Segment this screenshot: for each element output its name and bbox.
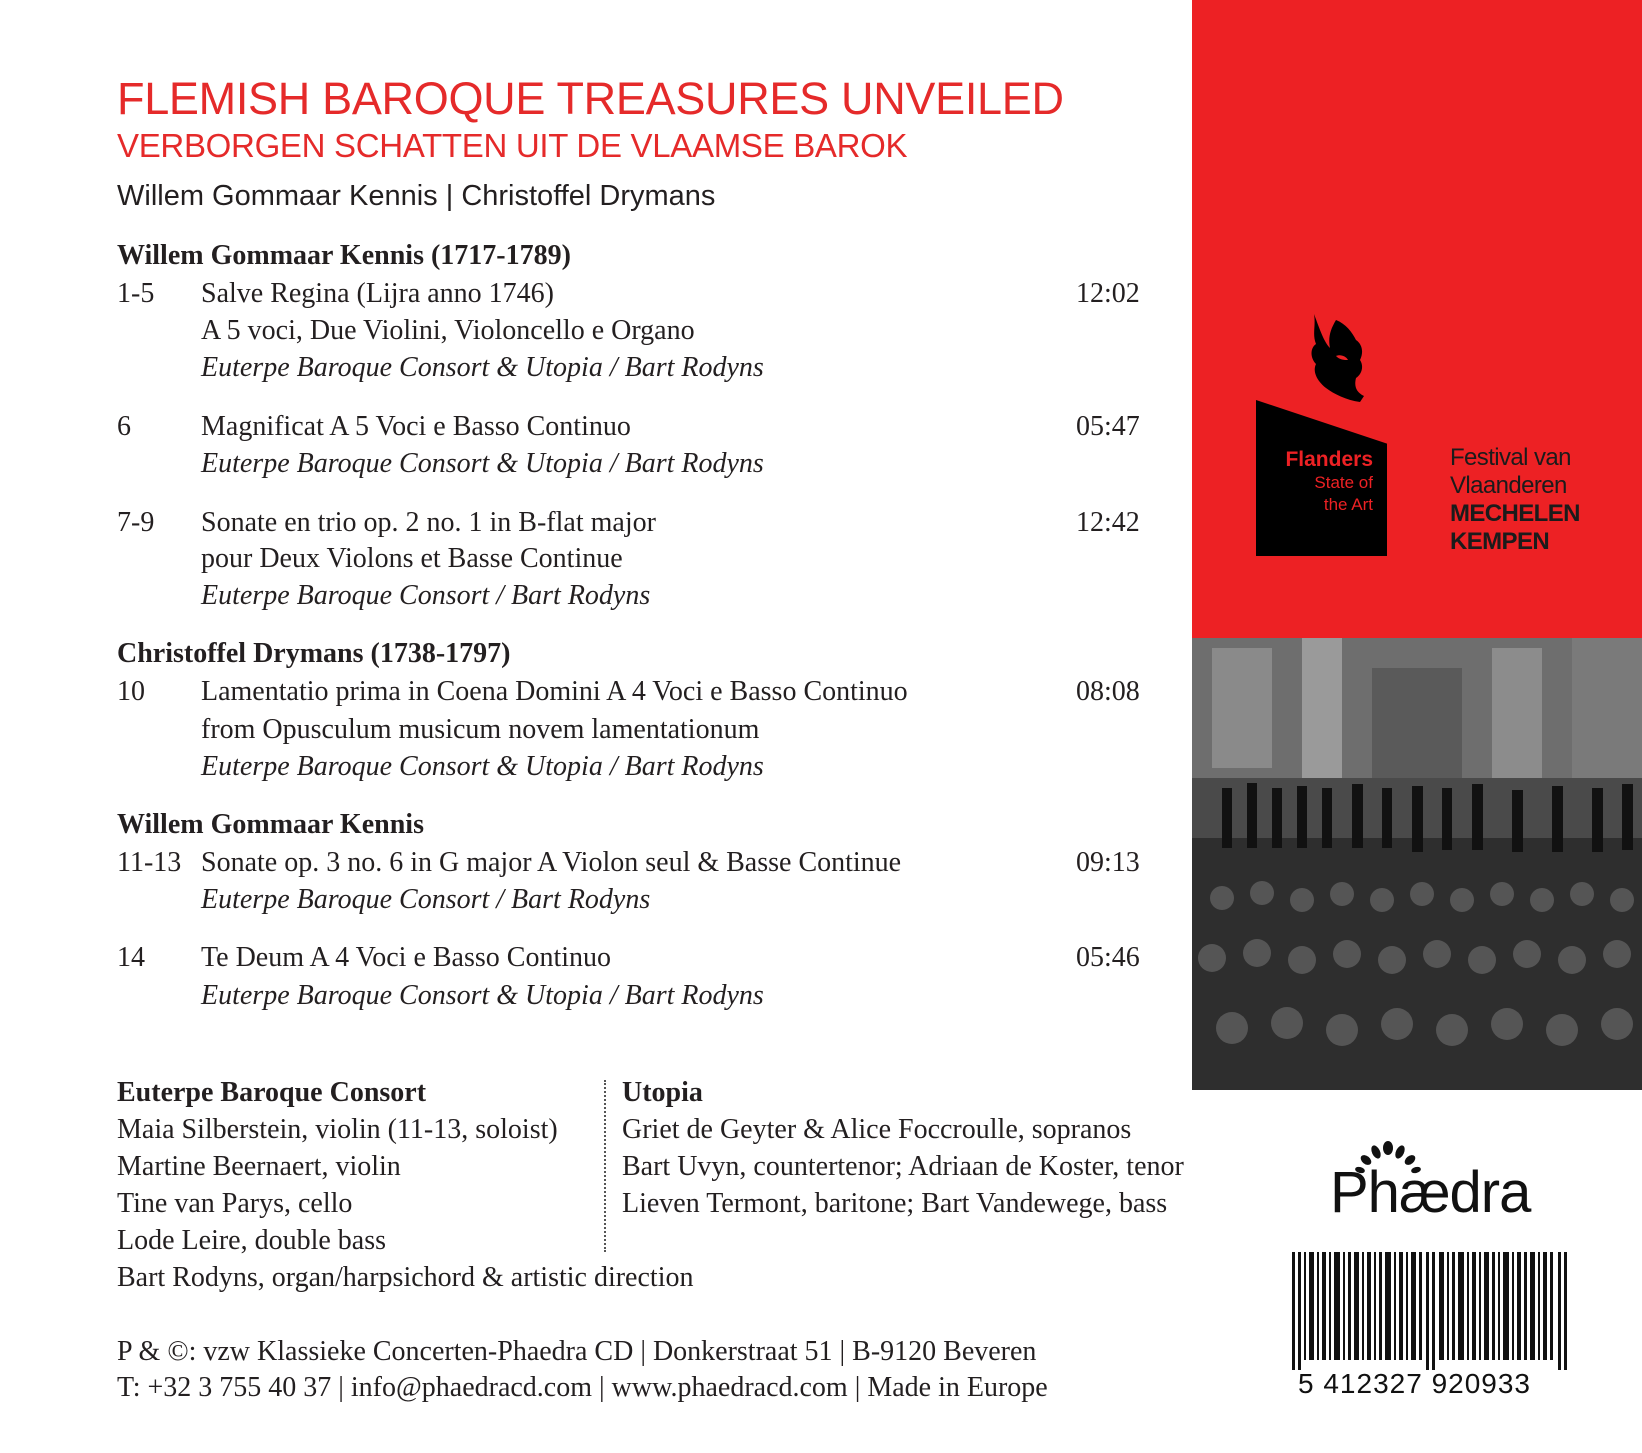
composer-heading: Willem Gommaar Kennis (1717-1789): [117, 240, 571, 271]
album-subtitle: VERBORGEN SCHATTEN UIT DE VLAAMSE BAROK: [117, 127, 908, 164]
composer-heading: Willem Gommaar Kennis: [117, 809, 424, 840]
track-performers: Euterpe Baroque Consort & Utopia / Bart Rodyns: [201, 751, 764, 782]
album-title: FLEMISH BAROQUE TREASURES UNVEILED: [117, 73, 1064, 124]
musician-credit: Tine van Parys, cello: [117, 1188, 353, 1219]
flanders-name: Flanders: [1285, 448, 1373, 471]
flanders-wordmark: [1258, 448, 1373, 516]
composer-heading: Christoffel Drymans (1738-1797): [117, 638, 511, 669]
track-performers: Euterpe Baroque Consort & Utopia / Bart Rodyns: [201, 352, 764, 383]
track-performers: Euterpe Baroque Consort / Bart Rodyns: [201, 884, 651, 915]
track-performers: Euterpe Baroque Consort & Utopia / Bart Rodyns: [201, 448, 764, 479]
track-title: Sonate op. 3 no. 6 in G major A Violon seul & Basse Continue: [201, 847, 902, 878]
track-detail: A 5 voci, Due Violini, Violoncello e Organo: [201, 315, 695, 346]
ensemble-name: Euterpe Baroque Consort: [117, 1077, 427, 1108]
track-performers: Euterpe Baroque Consort / Bart Rodyns: [201, 580, 651, 611]
track-number: 14: [117, 942, 145, 973]
track-number: 10: [117, 676, 145, 707]
track-duration: 05:47: [1076, 411, 1140, 442]
track-duration: 09:13: [1076, 847, 1140, 878]
credits-divider: [604, 1080, 606, 1252]
musician-credit: Lieven Termont, baritone; Bart Vandewege, bass: [622, 1188, 1168, 1219]
track-number: 1-5: [117, 278, 155, 309]
musician-credit: Maia Silberstein, violin (11-13, soloist): [117, 1114, 558, 1145]
festival-line: Vlaanderen: [1450, 472, 1567, 499]
copyright-line: P & ©: vzw Klassieke Concerten-Phaedra CD | Donkerstraat 51 | B-9120 Beveren: [117, 1336, 1037, 1367]
track-number: 7-9: [117, 507, 155, 538]
composers-line: Willem Gommaar Kennis | Christoffel Drymans: [117, 180, 716, 212]
musician-credit: Bart Uvyn, countertenor; Adriaan de Koster, tenor: [622, 1151, 1184, 1182]
musician-credit: Griet de Geyter & Alice Foccroulle, sopranos: [622, 1114, 1132, 1145]
track-title: Sonate en trio op. 2 no. 1 in B-flat major: [201, 507, 656, 538]
track-detail: pour Deux Violons et Basse Continue: [201, 543, 623, 574]
church-concert-image: [1192, 638, 1642, 1090]
track-duration: 12:42: [1076, 507, 1140, 538]
track-duration: 08:08: [1076, 676, 1140, 707]
barcode: [1292, 1252, 1568, 1370]
phaedra-wordmark: Phædra: [1330, 1160, 1531, 1225]
ensemble-name: Utopia: [622, 1077, 703, 1108]
track-title: Magnificat A 5 Voci e Basso Continuo: [201, 411, 631, 442]
track-number: 6: [117, 411, 131, 442]
track-detail: from Opusculum musicum novem lamentationum: [201, 714, 760, 745]
festival-line: KEMPEN: [1450, 528, 1550, 555]
track-number: 11-13: [117, 847, 182, 878]
barcode-number: 5 412327 920933: [1298, 1368, 1531, 1399]
flanders-lion-icon: [1306, 312, 1368, 408]
festival-line: Festival van: [1450, 444, 1571, 471]
track-title: Lamentatio prima in Coena Domini A 4 Voci e Basso Continuo: [201, 676, 908, 707]
track-title: Te Deum A 4 Voci e Basso Continuo: [201, 942, 612, 973]
track-performers: Euterpe Baroque Consort & Utopia / Bart Rodyns: [201, 980, 764, 1011]
track-title: Salve Regina (Lijra anno 1746): [201, 278, 555, 309]
flanders-tagline: the Art: [1323, 495, 1373, 514]
concert-photo: [1192, 638, 1642, 1090]
festival-line: MECHELEN: [1450, 500, 1580, 527]
track-duration: 12:02: [1076, 278, 1140, 309]
musician-credit: Martine Beernaert, violin: [117, 1151, 401, 1182]
track-duration: 05:46: [1076, 942, 1140, 973]
flanders-tagline: State of: [1314, 473, 1373, 492]
festival-logo: [1450, 444, 1580, 556]
contact-line: T: +32 3 755 40 37 | info@phaedracd.com | www.phaedracd.com | Made in Europe: [117, 1372, 1048, 1403]
musician-credit: Bart Rodyns, organ/harpsichord & artistic direction: [117, 1262, 694, 1293]
musician-credit: Lode Leire, double bass: [117, 1225, 387, 1256]
